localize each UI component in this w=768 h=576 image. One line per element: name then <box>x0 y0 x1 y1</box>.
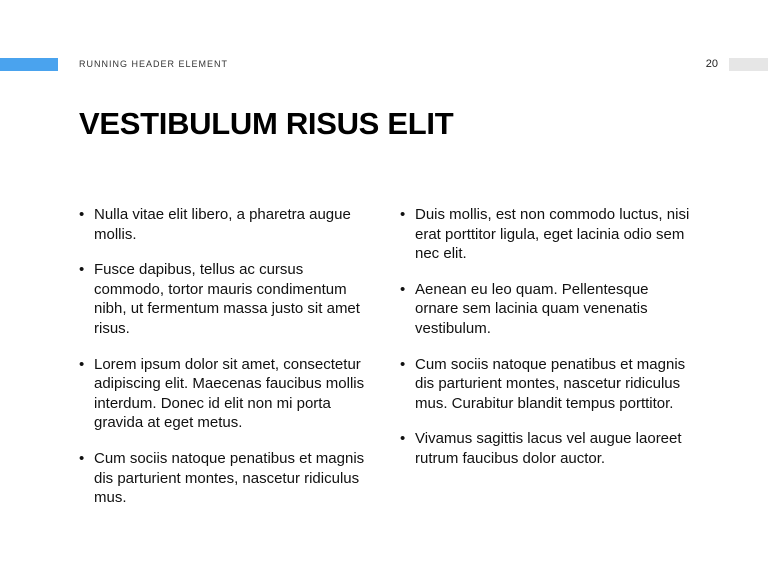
bullet-text: Duis mollis, est non commodo luctus, nisi erat porttitor ligula, eget lacinia odio sem nec elit. <box>415 206 690 263</box>
bullet-icon: • <box>79 355 85 373</box>
bullet-item <box>79 205 369 244</box>
bullet-item <box>79 355 369 433</box>
bullet-item <box>400 429 690 468</box>
running-header: RUNNING HEADER ELEMENT <box>79 59 229 69</box>
page-number-accent-bar <box>729 58 768 71</box>
slide-title: VESTIBULUM RISUS ELIT <box>79 106 454 141</box>
bullet-icon: • <box>79 449 85 467</box>
bullet-icon: • <box>79 206 85 223</box>
right-bullet-list <box>400 205 690 485</box>
bullet-icon: • <box>400 280 406 298</box>
bullet-icon: • <box>400 206 406 223</box>
bullet-icon: • <box>400 430 406 448</box>
bullet-text: Cum sociis natoque penatibus et magnis dis parturient montes, nascetur ridiculus mus. <box>94 449 365 507</box>
bullet-icon: • <box>400 355 406 373</box>
bullet-text: Nulla vitae elit libero, a pharetra augue mollis. <box>94 206 351 243</box>
bullet-text: Lorem ipsum dolor sit amet, consectetur adipiscing elit. Maecenas faucibus mollis interdum. Donec id elit non mi porta gravida at eget metus. <box>94 355 365 432</box>
page-number: 20 <box>705 58 718 70</box>
bullet-text: Fusce dapibus, tellus ac cursus commodo, tortor mauris condimentum nibh, ut fermentum massa justo sit amet risus. <box>94 261 360 337</box>
bullet-item <box>79 449 369 508</box>
left-bullet-list <box>79 205 369 524</box>
bullet-text: Cum sociis natoque penatibus et magnis dis parturient montes, nascetur ridiculus mus. Curabitur blandit tempus porttitor. <box>415 355 686 412</box>
bullet-item <box>400 205 690 264</box>
bullet-item <box>79 260 369 338</box>
bullet-text: Aenean eu leo quam. Pellentesque ornare sem lacinia quam venenatis vestibulum. <box>415 280 649 337</box>
bullet-item <box>400 280 690 339</box>
bullet-text: Vivamus sagittis lacus vel augue laoreet rutrum faucibus dolor auctor. <box>415 430 682 467</box>
bullet-icon: • <box>79 261 85 279</box>
header-accent-bar <box>0 58 58 71</box>
bullet-item <box>400 355 690 414</box>
